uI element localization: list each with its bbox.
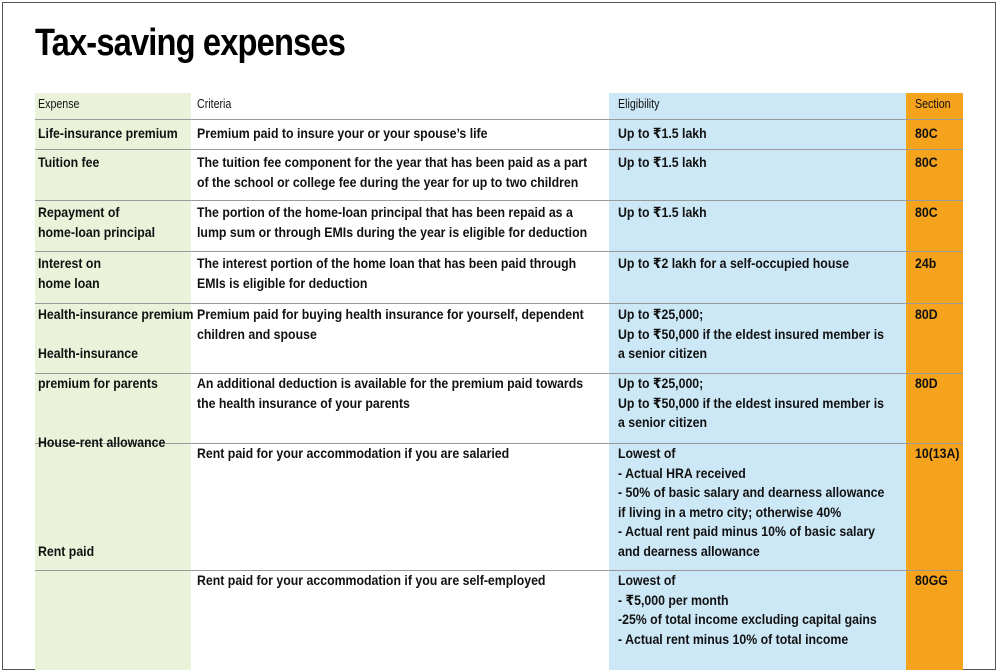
eligibility-cell-line: -25% of total income excluding capital gains <box>618 611 877 627</box>
expense-cell-line: Interest on <box>38 255 101 271</box>
criteria-cell-line: the health insurance of your parents <box>197 394 410 411</box>
eligibility-cell-line: - 50% of basic salary and dearness allowance <box>618 484 885 500</box>
criteria-cell-line: Premium paid to insure your or your spouse’s life <box>197 125 488 141</box>
criteria-cell-line: Rent paid for your accommodation if you are salaried <box>197 445 510 461</box>
criteria-cell-line: children and spouse <box>197 325 317 342</box>
expense-cell-line: House-rent allowance <box>38 433 166 450</box>
eligibility-cell-line: Up to ₹2 lakh for a self-occupied house <box>618 255 850 271</box>
page-title: Tax-saving expenses <box>35 22 346 64</box>
eligibility-cell-line: - Actual rent paid minus 10% of basic salary <box>618 523 875 539</box>
expense-cell-line: Tuition fee <box>38 154 100 170</box>
expense-cell-line: home-loan principal <box>38 223 156 240</box>
eligibility-cell-line: a senior citizen <box>618 345 708 361</box>
criteria-cell-line: Premium paid for buying health insurance for yourself, dependent <box>197 306 584 322</box>
eligibility-cell-line: Up to ₹50,000 if the eldest insured member is <box>618 394 885 411</box>
section-cell: 80C <box>915 154 938 170</box>
criteria-cell-line: lump sum or through EMIs during the year is eligible for deduction <box>197 223 588 240</box>
eligibility-cell-line: Up to ₹50,000 if the eldest insured member is <box>618 325 885 342</box>
row-divider <box>35 200 963 201</box>
eligibility-cell-line: a senior citizen <box>618 414 708 430</box>
eligibility-cell-line: Up to ₹1.5 lakh <box>618 125 707 141</box>
criteria-cell-line: The portion of the home-loan principal that has been repaid as a <box>197 204 573 220</box>
row-divider <box>35 251 963 252</box>
eligibility-cell-line: Up to ₹25,000; <box>618 306 704 322</box>
expense-cell-line: Rent paid <box>38 542 95 559</box>
eligibility-cell-line: and dearness allowance <box>618 542 760 559</box>
expense-cell-line: Health-insurance premium <box>38 306 194 322</box>
expense-cell-line: premium for parents <box>38 375 158 391</box>
eligibility-cell-line: if living in a metro city; otherwise 40% <box>618 503 842 520</box>
eligibility-cell-line: Lowest of <box>618 572 676 588</box>
eligibility-cell-line: - ₹5,000 per month <box>618 591 729 608</box>
criteria-cell-line: The tuition fee component for the year that has been paid as a part <box>197 154 588 170</box>
expense-cell-line: Repayment of <box>38 204 120 220</box>
criteria-cell-line: of the school or college fee during the year for up to two children <box>197 173 579 190</box>
eligibility-cell-line: Up to ₹1.5 lakh <box>618 154 707 170</box>
expense-cell-line: Life-insurance premium <box>38 125 178 141</box>
expense-cell-line: Health-insurance <box>38 345 138 361</box>
section-cell: 80D <box>915 306 938 322</box>
row-divider <box>35 149 963 150</box>
eligibility-cell-line: Up to ₹1.5 lakh <box>618 204 707 220</box>
header-expense: Expense <box>38 96 80 111</box>
section-cell: 80C <box>915 125 938 141</box>
header-criteria: Criteria <box>197 96 232 111</box>
criteria-cell-line: The interest portion of the home loan that has been paid through <box>197 255 577 271</box>
header-section: Section <box>915 96 951 111</box>
expense-cell-line: home loan <box>38 274 100 291</box>
row-divider <box>35 119 963 120</box>
section-cell: 24b <box>915 255 937 271</box>
section-cell: 80C <box>915 204 938 220</box>
eligibility-cell-line: - Actual rent minus 10% of total income <box>618 630 849 647</box>
eligibility-cell-line: - Actual HRA received <box>618 464 746 481</box>
eligibility-cell-line: Lowest of <box>618 445 676 461</box>
section-cell: 80D <box>915 375 938 391</box>
eligibility-cell-line: Up to ₹25,000; <box>618 375 704 391</box>
criteria-cell-line: EMIs is eligible for deduction <box>197 274 368 291</box>
criteria-cell-line: An additional deduction is available for the premium paid towards <box>197 375 584 391</box>
section-cell: 10(13A) <box>915 445 960 461</box>
header-eligibility: Eligibility <box>618 96 660 111</box>
row-divider <box>35 303 963 304</box>
section-cell: 80GG <box>915 572 948 588</box>
criteria-cell-line: Rent paid for your accommodation if you are self-employed <box>197 572 546 588</box>
